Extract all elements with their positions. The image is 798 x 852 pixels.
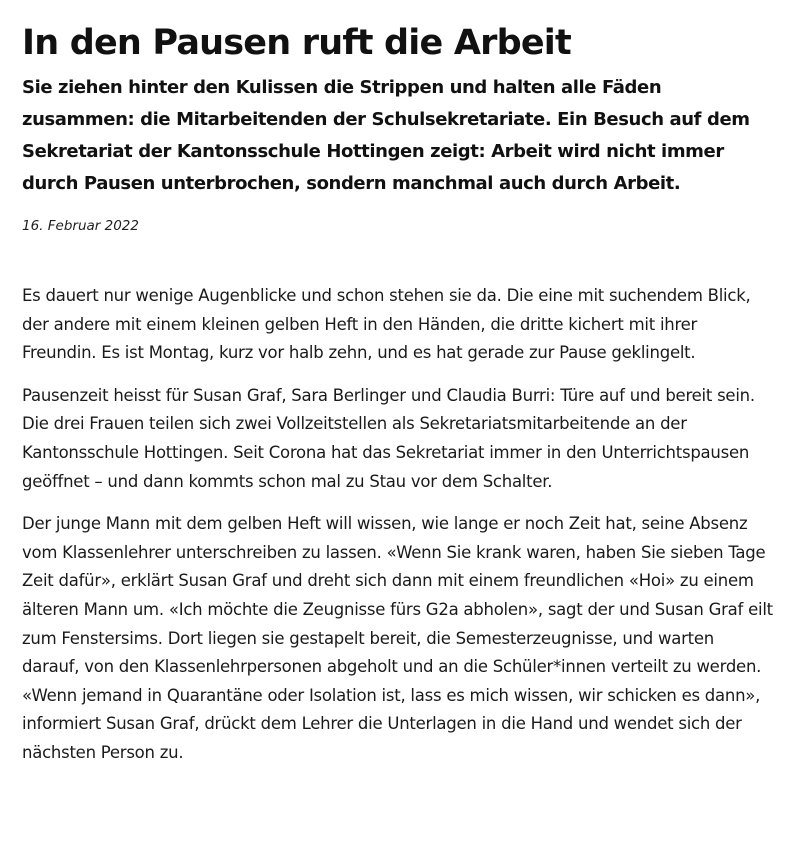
article-body <box>22 282 776 768</box>
article-title: In den Pausen ruft die Arbeit <box>22 23 571 63</box>
body-paragraph: Der junge Mann mit dem gelben Heft will wissen, wie lange er noch Zeit hat, seine Absenz vom Klassenlehrer unterschreiben zu lassen. «Wenn Sie krank waren, haben Sie sieben Tage Zeit dafür», erklärt Susan Graf und dreht sich dann mit einem freundlichen «Hoi» zu einem älteren Mann um. «Ich möchte die Zeugnisse fürs G2a abholen», sagt der und Susan Graf eilt zum Fenstersims. Dort liegen sie gestapelt bereit, die Semesterzeugnisse, und warten darauf, von den Klassenlehrpersonen abgeholt und an die Schüler*innen verteilt zu werden. «Wenn jemand in Quarantäne oder Isolation ist, lass es mich wissen, wir schicken es dann», informiert Susan Graf, drückt dem Lehrer die Unterlagen in die Hand und wendet sich der nächsten Person zu. <box>22 514 773 762</box>
body-paragraph: Es dauert nur wenige Augenblicke und schon stehen sie da. Die eine mit suchendem Blick, der andere mit einem kleinen gelben Heft in den Händen, die dritte kichert mit ihrer Freundin. Es ist Montag, kurz vor halb zehn, und es hat gerade zur Pause geklingelt. <box>22 286 751 363</box>
publication-date: 16. Februar 2022 <box>22 218 139 234</box>
body-paragraph: Pausenzeit heisst für Susan Graf, Sara Berlinger und Claudia Burri: Türe auf und bereit sein. Die drei Frauen teilen sich zwei Vollzeitstellen als Sekretariatsmitarbeitende an der Kantonsschule Hottingen. Seit Corona hat das Sekretariat immer in den Unterrichtspausen geöffnet – und dann kommts schon mal zu Stau vor dem Schalter. <box>22 385 755 491</box>
article-lead: Sie ziehen hinter den Kulissen die Strippen und halten alle Fäden zusammen: die Mitarbeitenden der Schulsekretariate. Ein Besuch auf dem Sekretariat der Kantonsschule Hottingen zeigt: Arbeit wird nicht immer durch Pausen unterbrochen, sondern manchmal auch durch Arbeit. <box>22 77 750 194</box>
